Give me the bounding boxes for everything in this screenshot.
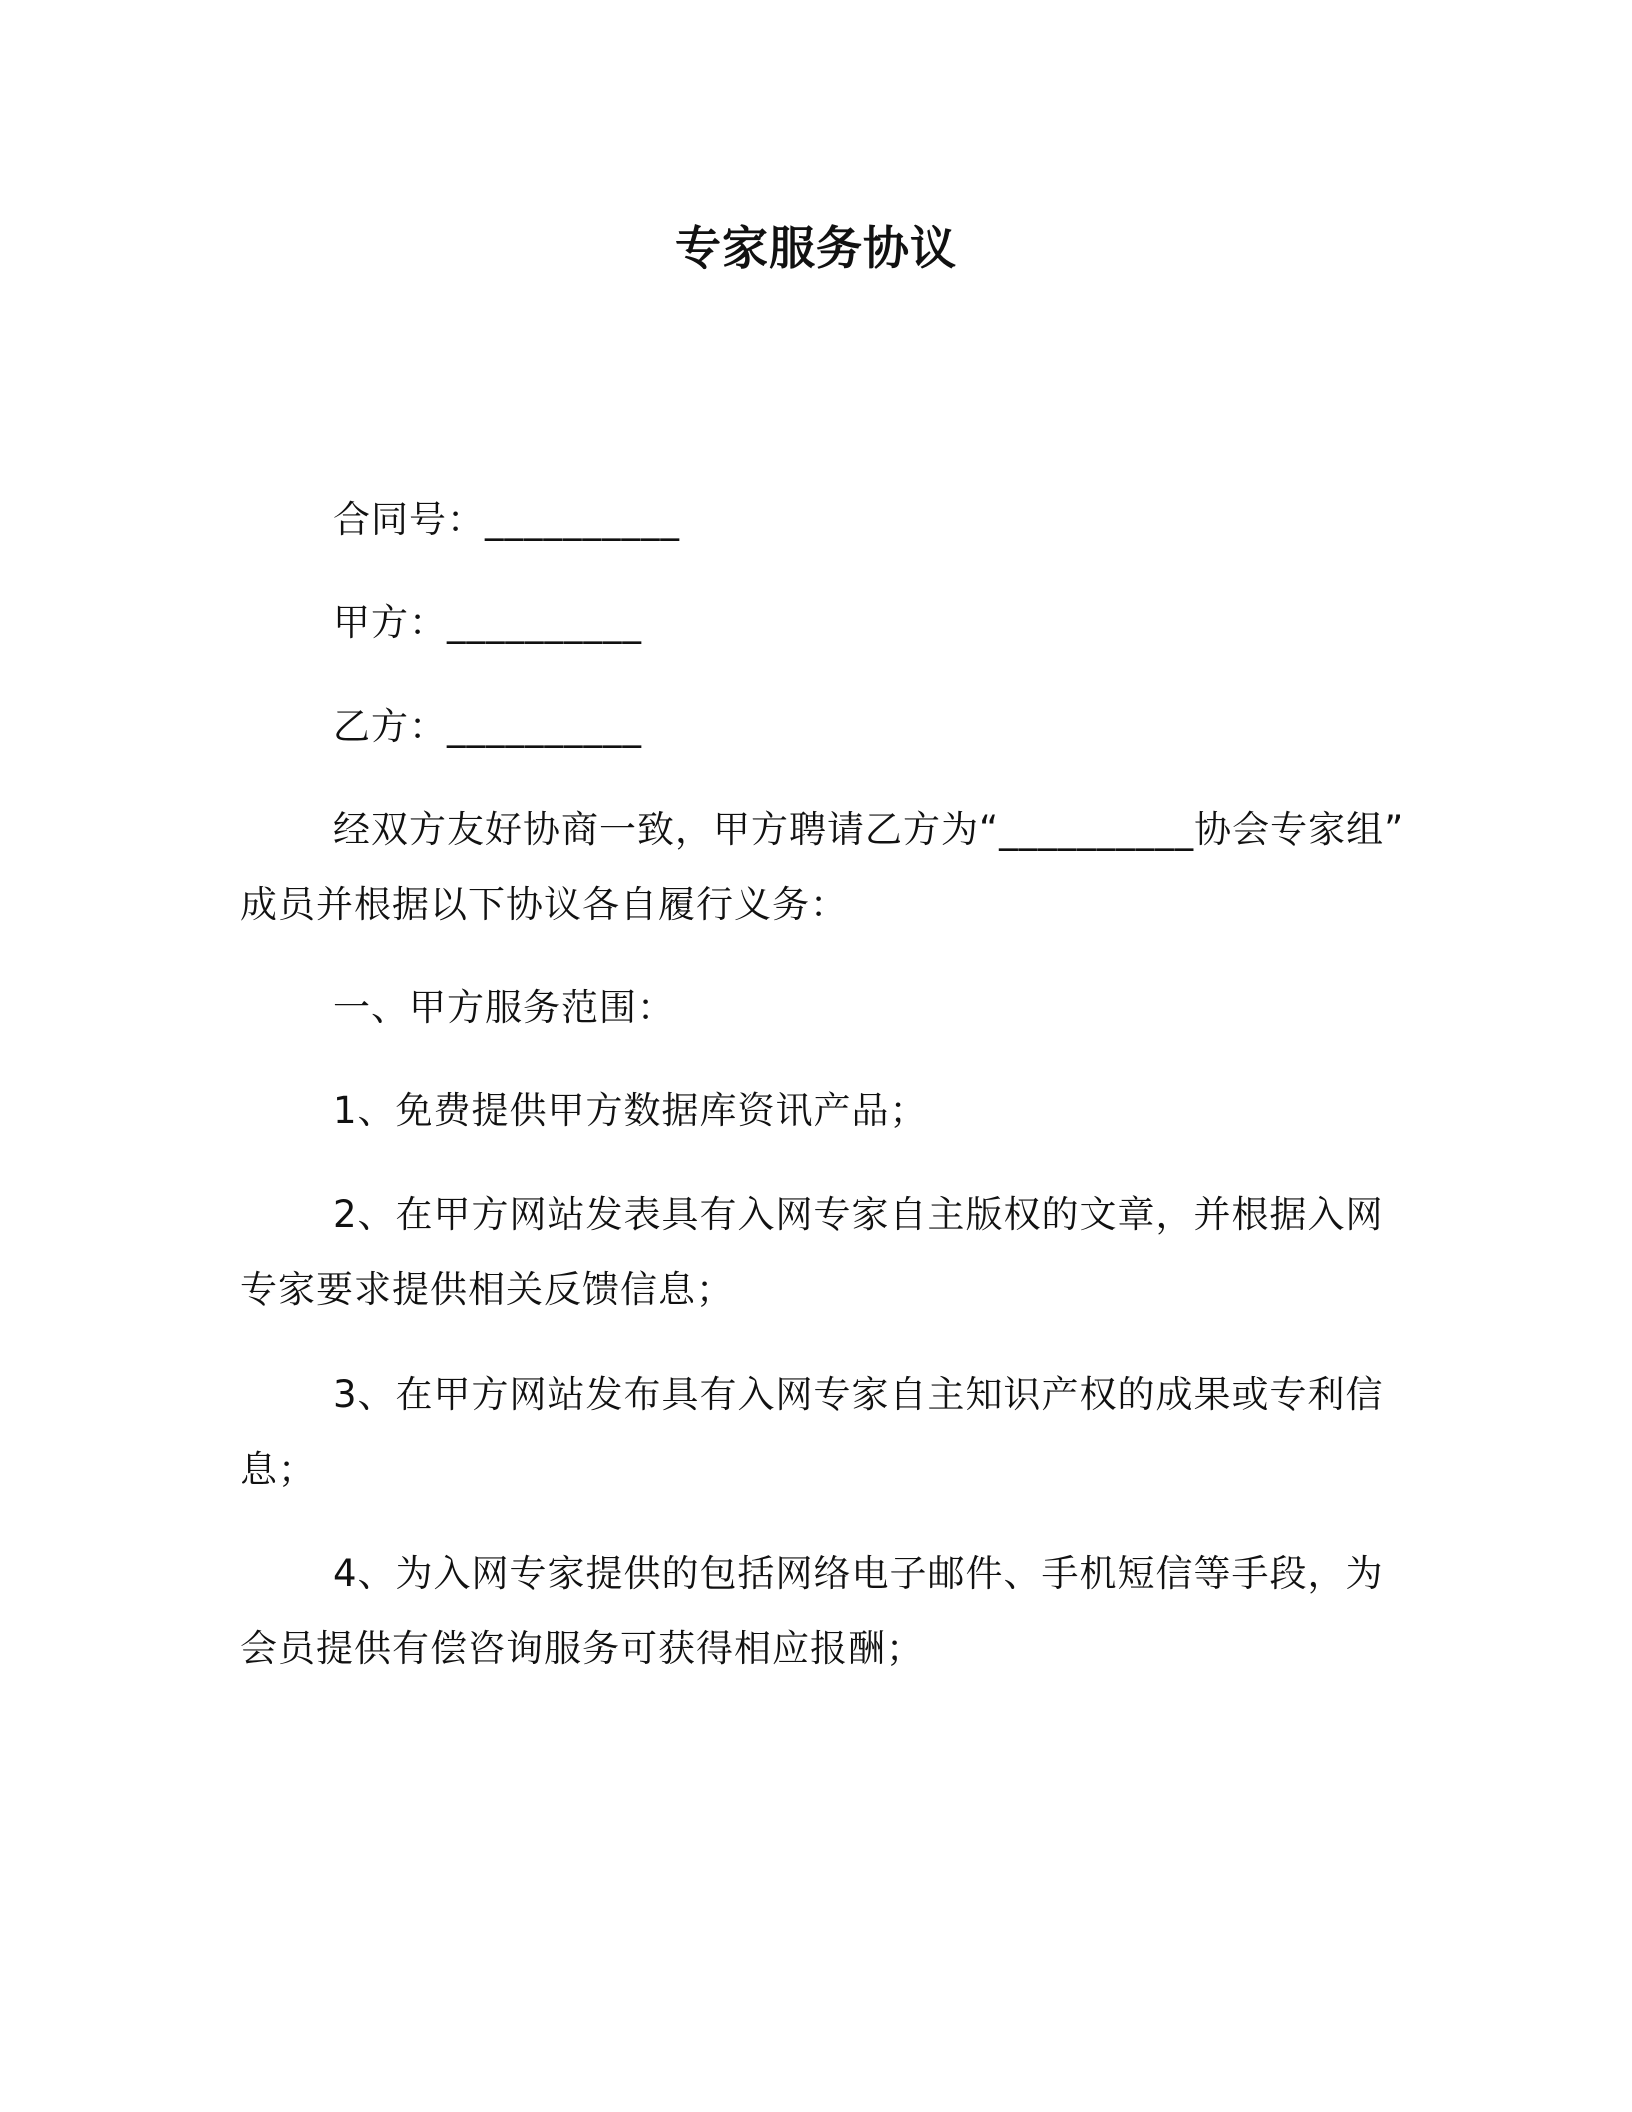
section-1-item-4-line-2: 会员提供有偿咨询服务可获得相应报酬； <box>240 1627 924 1670</box>
section-1-item-2-line-2: 专家要求提供相关反馈信息； <box>240 1268 734 1311</box>
contract-number-field: 合同号：__________ <box>333 498 680 541</box>
party-a-field: 甲方：__________ <box>333 601 642 644</box>
section-1-heading: 一、甲方服务范围： <box>333 986 675 1029</box>
section-1-item-4-line-1: 4、为入网专家提供的包括网络电子邮件、手机短信等手段，为 <box>333 1552 1384 1595</box>
section-1-item-2-line-1: 2、在甲方网站发表具有入网专家自主版权的文章，并根据入网 <box>333 1193 1384 1236</box>
section-1-item-3-line-1: 3、在甲方网站发布具有入网专家自主知识产权的成果或专利信 <box>333 1373 1384 1416</box>
preamble-line-2: 成员并根据以下协议各自履行义务： <box>240 883 848 926</box>
document-title: 专家服务协议 <box>675 221 957 275</box>
section-1-item-1: 1、免费提供甲方数据库资讯产品； <box>333 1089 928 1132</box>
preamble-line-1: 经双方友好协商一致，甲方聘请乙方为“__________协会专家组” <box>333 808 1405 851</box>
section-1-item-3-line-2: 息； <box>240 1448 316 1491</box>
party-b-field: 乙方：__________ <box>333 705 642 748</box>
